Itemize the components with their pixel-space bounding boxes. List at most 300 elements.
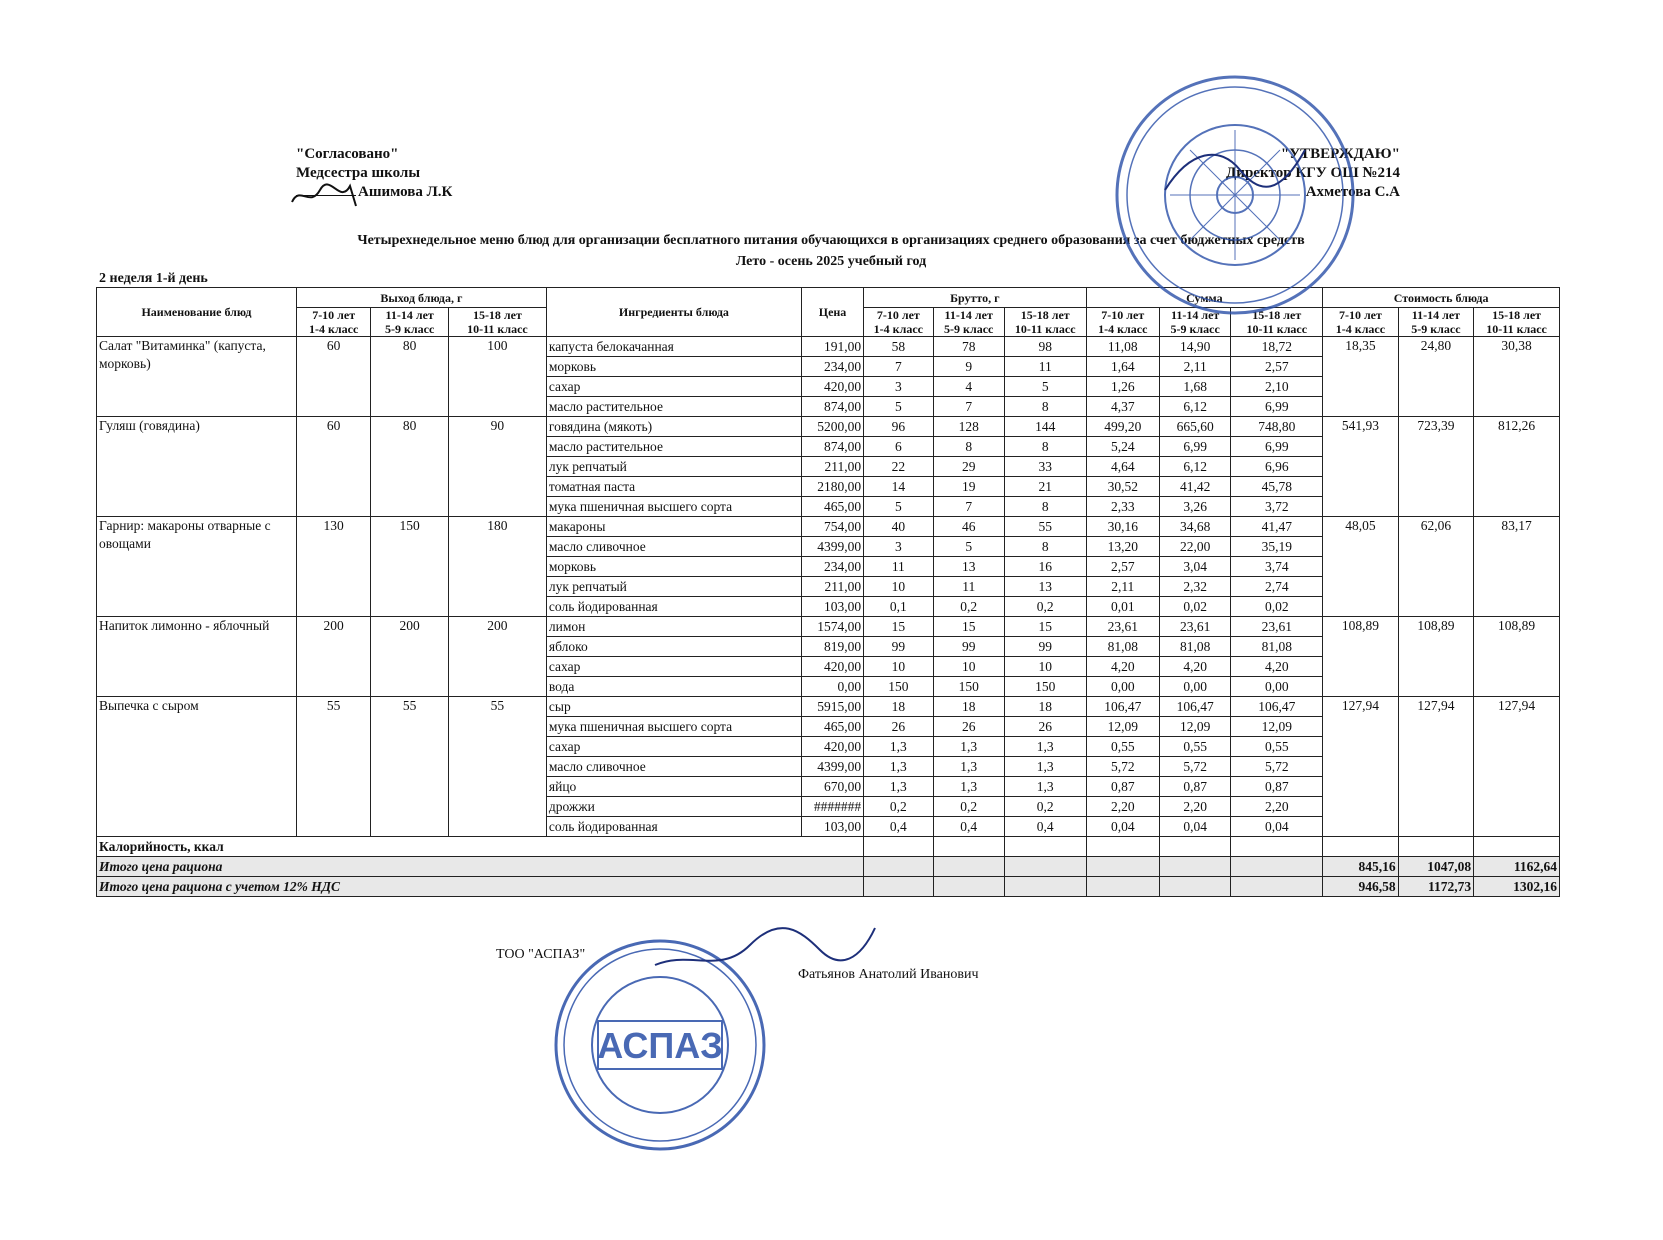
ingredient-sum: 41,47: [1231, 517, 1323, 537]
age-header-cell: [1474, 308, 1560, 337]
ingredient-gross: 26: [1004, 717, 1086, 737]
empty-cell: [933, 857, 1004, 877]
ingredient-gross: 96: [864, 417, 933, 437]
svg-text:АСПАЗ: АСПАЗ: [597, 1025, 723, 1066]
menu-body: [97, 337, 1560, 897]
class-range: 5-9 класс: [1170, 322, 1220, 336]
ingredient-sum: 1,64: [1086, 357, 1159, 377]
dish-output: 55: [296, 697, 370, 837]
header-sum: Сумма: [1086, 288, 1323, 308]
ingredient-sum: 2,11: [1159, 357, 1230, 377]
class-range: 10-11 класс: [467, 322, 528, 336]
ingredient-sum: 1,68: [1159, 377, 1230, 397]
ingredient-gross: 33: [1004, 457, 1086, 477]
ingredient-gross: 0,2: [1004, 597, 1086, 617]
header-dish: Наименование блюд: [97, 288, 297, 337]
ingredient-name: сахар: [546, 737, 801, 757]
dish-name: Салат "Витаминка" (капуста, морковь): [97, 337, 297, 417]
dish-output: 55: [448, 697, 546, 837]
class-range: 10-11 класс: [1246, 322, 1308, 336]
empty-cell: [933, 837, 1004, 857]
ingredient-gross: 7: [864, 357, 933, 377]
empty-cell: [1086, 837, 1159, 857]
ingredient-sum: 23,61: [1159, 617, 1230, 637]
ingredient-gross: 6: [864, 437, 933, 457]
ingredient-name: сыр: [546, 697, 801, 717]
ingredient-name: соль йодированная: [546, 597, 801, 617]
ingredient-sum: 0,00: [1231, 677, 1323, 697]
ingredient-sum: 748,80: [1231, 417, 1323, 437]
ingredient-name: масло растительное: [546, 397, 801, 417]
dish-output: 200: [448, 617, 546, 697]
ingredient-gross: 8: [933, 437, 1004, 457]
ingredient-price: 4399,00: [801, 537, 863, 557]
ingredient-price: 819,00: [801, 637, 863, 657]
ingredient-gross: 5: [864, 397, 933, 417]
ingredient-gross: 19: [933, 477, 1004, 497]
ingredient-price: #######: [801, 797, 863, 817]
ingredient-sum: 12,09: [1159, 717, 1230, 737]
ingredient-gross: 150: [864, 677, 933, 697]
ingredient-gross: 0,4: [864, 817, 933, 837]
supplier-person: Фатьянов Анатолий Иванович: [798, 967, 979, 982]
ingredient-name: говядина (мякоть): [546, 417, 801, 437]
ingredient-gross: 0,2: [1004, 797, 1086, 817]
dish-cost: 48,05: [1323, 517, 1398, 617]
age-range: 7-10 лет: [1101, 308, 1145, 322]
empty-cell: [1398, 837, 1473, 857]
ingredient-sum: 3,72: [1231, 497, 1323, 517]
ingredient-sum: 106,47: [1159, 697, 1230, 717]
ingredient-gross: 29: [933, 457, 1004, 477]
ingredient-sum: 2,20: [1231, 797, 1323, 817]
ingredient-sum: 2,57: [1231, 357, 1323, 377]
ingredient-sum: 30,52: [1086, 477, 1159, 497]
ingredient-sum: 0,55: [1086, 737, 1159, 757]
ingredient-name: мука пшеничная высшего сорта: [546, 717, 801, 737]
ingredient-sum: 3,74: [1231, 557, 1323, 577]
ingredient-sum: 0,02: [1159, 597, 1230, 617]
ingredient-gross: 99: [933, 637, 1004, 657]
dish-output: 60: [296, 337, 370, 417]
ingredient-sum: 0,04: [1159, 817, 1230, 837]
empty-cell: [1323, 837, 1398, 857]
ingredient-sum: 106,47: [1086, 697, 1159, 717]
empty-cell: [1231, 837, 1323, 857]
ingredient-name: дрожжи: [546, 797, 801, 817]
ingredient-gross: 1,3: [864, 757, 933, 777]
ingredient-gross: 1,3: [933, 757, 1004, 777]
ingredient-gross: 150: [1004, 677, 1086, 697]
ingredient-sum: 18,72: [1231, 337, 1323, 357]
ingredient-sum: 0,55: [1231, 737, 1323, 757]
empty-cell: [1231, 857, 1323, 877]
class-range: 5-9 класс: [944, 322, 994, 336]
ingredient-sum: 0,02: [1231, 597, 1323, 617]
ingredient-name: мука пшеничная высшего сорта: [546, 497, 801, 517]
ingredient-gross: 10: [933, 657, 1004, 677]
ingredient-gross: 4: [933, 377, 1004, 397]
empty-cell: [1159, 857, 1230, 877]
empty-cell: [1086, 877, 1159, 897]
ingredient-price: 420,00: [801, 377, 863, 397]
ingredient-gross: 5: [1004, 377, 1086, 397]
ingredient-gross: 3: [864, 377, 933, 397]
menu-table: [96, 287, 1560, 897]
ingredient-sum: 6,99: [1231, 437, 1323, 457]
ingredient-name: лук репчатый: [546, 457, 801, 477]
ingredient-name: соль йодированная: [546, 817, 801, 837]
total-value: 1302,16: [1474, 877, 1560, 897]
ingredient-price: 874,00: [801, 397, 863, 417]
ingredient-gross: 144: [1004, 417, 1086, 437]
ingredient-sum: 1,26: [1086, 377, 1159, 397]
ingredient-sum: 4,20: [1159, 657, 1230, 677]
ingredient-sum: 2,20: [1086, 797, 1159, 817]
table-row: [97, 337, 1560, 357]
ingredient-name: масло сливочное: [546, 537, 801, 557]
table-row: [97, 617, 1560, 637]
age-range: 7-10 лет: [312, 308, 356, 322]
ingredient-name: морковь: [546, 557, 801, 577]
ingredient-price: 0,00: [801, 677, 863, 697]
dish-output: 90: [448, 417, 546, 517]
class-range: 5-9 класс: [385, 322, 435, 336]
dish-output: 55: [371, 697, 449, 837]
ingredient-gross: 5: [864, 497, 933, 517]
approval-left-signature-row: [296, 183, 452, 202]
ingredient-sum: 22,00: [1159, 537, 1230, 557]
ingredient-sum: 14,90: [1159, 337, 1230, 357]
approval-right-role: Директор КГУ ОШ №214: [1225, 165, 1400, 181]
ingredient-name: сахар: [546, 377, 801, 397]
ingredient-price: 191,00: [801, 337, 863, 357]
ingredient-gross: 13: [1004, 577, 1086, 597]
dish-cost: 127,94: [1398, 697, 1473, 837]
ingredient-sum: 4,64: [1086, 457, 1159, 477]
total-row: [97, 857, 1560, 877]
calories-row: [97, 837, 1560, 857]
age-header-cell: [1004, 308, 1086, 337]
ingredient-sum: 665,60: [1159, 417, 1230, 437]
ingredient-price: 5915,00: [801, 697, 863, 717]
ingredient-sum: 2,32: [1159, 577, 1230, 597]
signature-line: [296, 195, 356, 196]
ingredient-gross: 0,2: [933, 597, 1004, 617]
ingredient-gross: 18: [933, 697, 1004, 717]
ingredient-gross: 22: [864, 457, 933, 477]
ingredient-gross: 150: [933, 677, 1004, 697]
ingredient-price: 420,00: [801, 657, 863, 677]
dish-name: Выпечка с сыром: [97, 697, 297, 837]
ingredient-sum: 11,08: [1086, 337, 1159, 357]
age-range: 7-10 лет: [876, 308, 920, 322]
title-line-1: Четырехнедельное меню блюд для организации бесплатного питания обучающихся в организациях среднего образования за счет бюджетных средств: [357, 233, 1305, 248]
ingredient-sum: 6,96: [1231, 457, 1323, 477]
empty-cell: [864, 857, 933, 877]
age-range: 11-14 лет: [1411, 308, 1461, 322]
ingredient-sum: 23,61: [1086, 617, 1159, 637]
ingredient-gross: 7: [933, 397, 1004, 417]
ingredient-sum: 499,20: [1086, 417, 1159, 437]
ingredient-gross: 8: [1004, 497, 1086, 517]
ingredient-price: 670,00: [801, 777, 863, 797]
ingredient-name: томатная паста: [546, 477, 801, 497]
age-header-cell: [448, 308, 546, 337]
ingredient-name: яйцо: [546, 777, 801, 797]
ingredient-gross: 21: [1004, 477, 1086, 497]
dish-cost: 541,93: [1323, 417, 1398, 517]
header-ingredients: Ингредиенты блюда: [546, 288, 801, 337]
ingredient-gross: 5: [933, 537, 1004, 557]
dish-cost: 812,26: [1474, 417, 1560, 517]
age-header-cell: [1231, 308, 1323, 337]
ingredient-sum: 0,01: [1086, 597, 1159, 617]
dish-cost: 62,06: [1398, 517, 1473, 617]
ingredient-name: вода: [546, 677, 801, 697]
ingredient-gross: 99: [1004, 637, 1086, 657]
dish-cost: 30,38: [1474, 337, 1560, 417]
ingredient-sum: 4,20: [1231, 657, 1323, 677]
age-range: 15-18 лет: [1020, 308, 1070, 322]
ingredient-gross: 0,4: [1004, 817, 1086, 837]
ingredient-sum: 23,61: [1231, 617, 1323, 637]
ingredient-name: сахар: [546, 657, 801, 677]
ingredient-price: 4399,00: [801, 757, 863, 777]
dish-output: 200: [296, 617, 370, 697]
ingredient-sum: 0,00: [1159, 677, 1230, 697]
ingredient-gross: 1,3: [1004, 777, 1086, 797]
ingredient-sum: 0,55: [1159, 737, 1230, 757]
ingredient-sum: 34,68: [1159, 517, 1230, 537]
ingredient-sum: 106,47: [1231, 697, 1323, 717]
ingredient-sum: 5,72: [1086, 757, 1159, 777]
ingredient-gross: 46: [933, 517, 1004, 537]
ingredient-sum: 2,10: [1231, 377, 1323, 397]
ingredient-gross: 14: [864, 477, 933, 497]
ingredient-gross: 58: [864, 337, 933, 357]
age-range: 15-18 лет: [1492, 308, 1542, 322]
age-header-cell: [296, 308, 370, 337]
ingredient-gross: 15: [1004, 617, 1086, 637]
ingredient-price: 234,00: [801, 557, 863, 577]
dish-cost: 18,35: [1323, 337, 1398, 417]
age-range: 7-10 лет: [1338, 308, 1382, 322]
age-header-cell: [864, 308, 933, 337]
total-label: Итого цена рациона с учетом 12% НДС: [97, 877, 864, 897]
dish-output: 200: [371, 617, 449, 697]
ingredient-gross: 0,2: [933, 797, 1004, 817]
ingredient-sum: 4,20: [1086, 657, 1159, 677]
empty-cell: [1159, 837, 1230, 857]
dish-cost: 127,94: [1474, 697, 1560, 837]
ingredient-sum: 2,11: [1086, 577, 1159, 597]
class-range: 10-11 класс: [1014, 322, 1076, 336]
empty-cell: [864, 837, 933, 857]
empty-cell: [1474, 837, 1560, 857]
ingredient-name: масло растительное: [546, 437, 801, 457]
ingredient-gross: 0,4: [933, 817, 1004, 837]
empty-cell: [1004, 837, 1086, 857]
ingredient-gross: 1,3: [933, 737, 1004, 757]
ingredient-sum: 2,57: [1086, 557, 1159, 577]
supplier-stamp: [550, 935, 770, 1155]
ingredient-price: 754,00: [801, 517, 863, 537]
ingredient-sum: 13,20: [1086, 537, 1159, 557]
table-row: [97, 417, 1560, 437]
ingredient-price: 1574,00: [801, 617, 863, 637]
dish-cost: 723,39: [1398, 417, 1473, 517]
ingredient-sum: 12,09: [1086, 717, 1159, 737]
approval-right-label: "УТВЕРЖДАЮ": [1280, 146, 1400, 162]
ingredient-gross: 1,3: [864, 777, 933, 797]
dish-output: 80: [371, 337, 449, 417]
total-value: 1162,64: [1474, 857, 1560, 877]
ingredient-gross: 0,1: [864, 597, 933, 617]
ingredient-gross: 3: [864, 537, 933, 557]
ingredient-gross: 26: [933, 717, 1004, 737]
ingredient-gross: 8: [1004, 437, 1086, 457]
ingredient-sum: 2,33: [1086, 497, 1159, 517]
ingredient-price: 465,00: [801, 497, 863, 517]
total-value: 946,58: [1323, 877, 1398, 897]
ingredient-gross: 78: [933, 337, 1004, 357]
empty-cell: [933, 877, 1004, 897]
approval-right-name: Ахметова С.А: [1305, 184, 1400, 200]
total-value: 845,16: [1323, 857, 1398, 877]
ingredient-gross: 1,3: [1004, 757, 1086, 777]
ingredient-sum: 45,78: [1231, 477, 1323, 497]
ingredient-gross: 128: [933, 417, 1004, 437]
ingredient-price: 2180,00: [801, 477, 863, 497]
ingredient-sum: 2,74: [1231, 577, 1323, 597]
ingredient-gross: 10: [1004, 657, 1086, 677]
approval-left: [296, 145, 452, 202]
ingredient-name: капуста белокачанная: [546, 337, 801, 357]
title-line-2: Лето - осень 2025 учебный год: [735, 254, 927, 269]
ingredient-gross: 8: [1004, 397, 1086, 417]
ingredient-sum: 3,04: [1159, 557, 1230, 577]
dish-cost: 24,80: [1398, 337, 1473, 417]
dish-output: 100: [448, 337, 546, 417]
class-range: 10-11 класс: [1486, 322, 1547, 336]
ingredient-gross: 10: [864, 657, 933, 677]
total-value: 1172,73: [1398, 877, 1473, 897]
age-header-cell: [1086, 308, 1159, 337]
ingredient-name: морковь: [546, 357, 801, 377]
age-range: 11-14 лет: [1171, 308, 1220, 322]
empty-cell: [1004, 877, 1086, 897]
empty-cell: [1004, 857, 1086, 877]
dish-name: Напиток лимонно - яблочный: [97, 617, 297, 697]
ingredient-sum: 35,19: [1231, 537, 1323, 557]
ingredient-sum: 41,42: [1159, 477, 1230, 497]
ingredient-price: 420,00: [801, 737, 863, 757]
ingredient-gross: 99: [864, 637, 933, 657]
dish-cost: 108,89: [1323, 617, 1398, 697]
class-range: 5-9 класс: [1411, 322, 1461, 336]
ingredient-gross: 55: [1004, 517, 1086, 537]
dish-cost: 127,94: [1323, 697, 1398, 837]
age-range: 15-18 лет: [472, 308, 522, 322]
ingredient-name: яблоко: [546, 637, 801, 657]
header-gross: Брутто, г: [864, 288, 1086, 308]
ingredient-sum: 0,87: [1086, 777, 1159, 797]
ingredient-sum: 6,99: [1231, 397, 1323, 417]
ingredient-sum: 5,72: [1231, 757, 1323, 777]
ingredient-sum: 2,20: [1159, 797, 1230, 817]
ingredient-gross: 11: [1004, 357, 1086, 377]
ingredient-price: 5200,00: [801, 417, 863, 437]
header-output: Выход блюда, г: [296, 288, 546, 308]
header-price: Цена: [801, 288, 863, 337]
ingredient-sum: 30,16: [1086, 517, 1159, 537]
ingredient-gross: 13: [933, 557, 1004, 577]
ingredient-sum: 5,72: [1159, 757, 1230, 777]
class-range: 1-4 класс: [1098, 322, 1148, 336]
ingredient-gross: 18: [864, 697, 933, 717]
ingredient-price: 211,00: [801, 457, 863, 477]
calories-label: Калорийность, ккал: [97, 837, 864, 857]
dish-name: Гуляш (говядина): [97, 417, 297, 517]
ingredient-gross: 1,3: [933, 777, 1004, 797]
ingredient-sum: 6,12: [1159, 457, 1230, 477]
dish-cost: 83,17: [1474, 517, 1560, 617]
ingredient-gross: 10: [864, 577, 933, 597]
ingredient-sum: 12,09: [1231, 717, 1323, 737]
supplier-company: ТОО "АСПАЗ": [496, 947, 586, 962]
ingredient-gross: 15: [933, 617, 1004, 637]
age-header-cell: [1323, 308, 1398, 337]
ingredient-gross: 0,2: [864, 797, 933, 817]
approval-right: [1210, 145, 1400, 202]
dish-output: 180: [448, 517, 546, 617]
ingredient-price: 465,00: [801, 717, 863, 737]
ingredient-gross: 11: [933, 577, 1004, 597]
dish-cost: 108,89: [1398, 617, 1473, 697]
ingredient-sum: 81,08: [1231, 637, 1323, 657]
dish-output: 80: [371, 417, 449, 517]
age-range: 15-18 лет: [1252, 308, 1302, 322]
ingredient-gross: 16: [1004, 557, 1086, 577]
empty-cell: [1231, 877, 1323, 897]
age-range: 11-14 лет: [385, 308, 434, 322]
document-title: [96, 230, 1566, 272]
dish-name: Гарнир: макароны отварные с овощами: [97, 517, 297, 617]
header-cost: Стоимость блюда: [1323, 288, 1560, 308]
class-range: 1-4 класс: [309, 322, 359, 336]
ingredient-gross: 9: [933, 357, 1004, 377]
ingredient-gross: 98: [1004, 337, 1086, 357]
ingredient-gross: 7: [933, 497, 1004, 517]
ingredient-price: 103,00: [801, 597, 863, 617]
ingredient-sum: 81,08: [1086, 637, 1159, 657]
class-range: 1-4 класс: [873, 322, 923, 336]
empty-cell: [1159, 877, 1230, 897]
ingredient-price: 874,00: [801, 437, 863, 457]
empty-cell: [864, 877, 933, 897]
approval-left-role: Медсестра школы: [296, 165, 421, 181]
age-header-cell: [371, 308, 449, 337]
ingredient-name: макароны: [546, 517, 801, 537]
ingredient-sum: 0,87: [1159, 777, 1230, 797]
table-row: [97, 697, 1560, 717]
age-header-cell: [1159, 308, 1230, 337]
ingredient-name: лимон: [546, 617, 801, 637]
total-label: Итого цена рациона: [97, 857, 864, 877]
ingredient-gross: 1,3: [864, 737, 933, 757]
class-range: 1-4 класс: [1335, 322, 1386, 336]
